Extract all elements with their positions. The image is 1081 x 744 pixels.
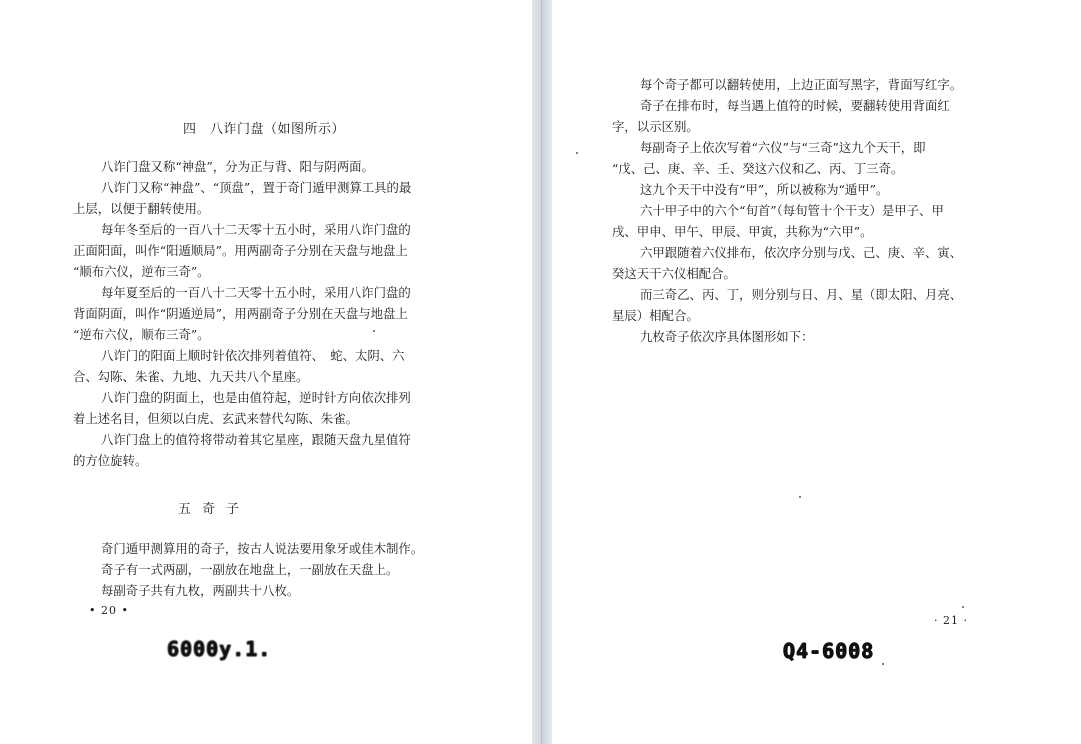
left-body-text-2: [73, 538, 463, 601]
text-line: 每年冬至后的一百八十二天零十五小时，采用八诈门盘的: [101, 222, 411, 237]
scan-speck: [882, 663, 884, 665]
scan-speck: [962, 606, 964, 608]
text-line: 每副奇子共有九枚，两副共十八枚。: [101, 583, 300, 598]
text-line: 而三奇乙、丙、丁，则分别与日、月、星（即太阳、月亮、: [640, 287, 963, 302]
scan-speck: [576, 152, 578, 154]
text-line: 九枚奇子依次序具体图形如下：: [640, 329, 814, 344]
left-ink-stamp: 6000y.1.: [167, 637, 272, 661]
text-line: 的方位旋转。: [73, 453, 148, 468]
text-line: 背面阴面，叫作“阴遁逆局”，用两副奇子分别在天盘与地盘上: [73, 306, 408, 321]
text-line: 字，以示区别。: [612, 119, 699, 134]
text-line: “顺布六仪，逆布三奇”。: [73, 264, 210, 279]
scan-speck: [373, 330, 375, 332]
page-number-right: · 21 ·: [934, 614, 968, 627]
text-line: 六十甲子中的六个“旬首”（每旬管十个干支）是甲子、甲: [640, 203, 944, 218]
scan-speck: [799, 496, 801, 498]
text-line: 星辰）相配合。: [612, 308, 699, 323]
text-line: 奇门遁甲测算用的奇子，按古人说法要用象牙或佳木制作。: [101, 541, 424, 556]
text-line: 每副奇子上依次写着“六仪”与“三奇”这九个天干，即: [640, 140, 926, 155]
text-line: “逆布六仪，顺布三奇”。: [73, 327, 210, 342]
text-line: 合、勾陈、朱雀、九地、九天共八个星座。: [73, 369, 309, 384]
page-gutter: [532, 0, 552, 744]
section-heading-bazhamenpan: 四 八诈门盘（如图所示）: [183, 122, 346, 137]
text-line: 八诈门的阳面上顺时针依次排列着值符、 蛇、太阴、六: [101, 348, 405, 363]
text-line: 八诈门盘上的值符将带动着其它星座，跟随天盘九星值符: [101, 432, 411, 447]
text-line: “戊、己、庚、辛、壬、癸这六仪和乙、丙、丁三奇。: [612, 161, 904, 176]
text-line: 上层，以便于翻转使用。: [73, 201, 210, 216]
right-body-text: [612, 74, 992, 347]
page-number-left: • 20 •: [89, 604, 129, 617]
text-line: 癸这天干六仪相配合。: [612, 266, 736, 281]
text-line: 正面阳面，叫作“阳遁顺局”。用两副奇子分别在天盘与地盘上: [73, 243, 408, 258]
section-heading-qizi: 五奇子: [178, 502, 251, 517]
text-line: 每年夏至后的一百八十二天零十五小时，采用八诈门盘的: [101, 285, 411, 300]
text-line: 六甲跟随着六仪排布，依次序分别与戊、己、庚、辛、寅、: [640, 245, 963, 260]
text-line: 奇子在排布时，每当遇上值符的时候，要翻转使用背面红: [640, 98, 950, 113]
text-line: 戌、甲申、甲午、甲辰、甲寅，共称为“六甲”。: [612, 224, 873, 239]
gutter-divider: [541, 0, 542, 744]
left-body-text-1: [73, 156, 453, 471]
text-line: 这九个天干中没有“甲”，所以被称为“遁甲”。: [640, 182, 889, 197]
text-line: 八诈门盘又称“神盘”，分为正与背、阳与阴两面。: [101, 159, 374, 174]
text-line: 奇子有一式两副，一副放在地盘上，一副放在天盘上。: [101, 562, 399, 577]
right-ink-stamp: Q4-6008: [783, 639, 875, 663]
text-line: 着上述名目，但须以白虎、玄武来替代勾陈、朱雀。: [73, 411, 358, 426]
text-line: 八诈门盘的阴面上，也是由值符起，逆时针方向依次排列: [101, 390, 411, 405]
text-line: 每个奇子都可以翻转使用，上边正面写黑字，背面写红字。: [640, 77, 963, 92]
text-line: 八诈门又称“神盘”、“顶盘”，置于奇门遁甲测算工具的最: [101, 180, 412, 195]
